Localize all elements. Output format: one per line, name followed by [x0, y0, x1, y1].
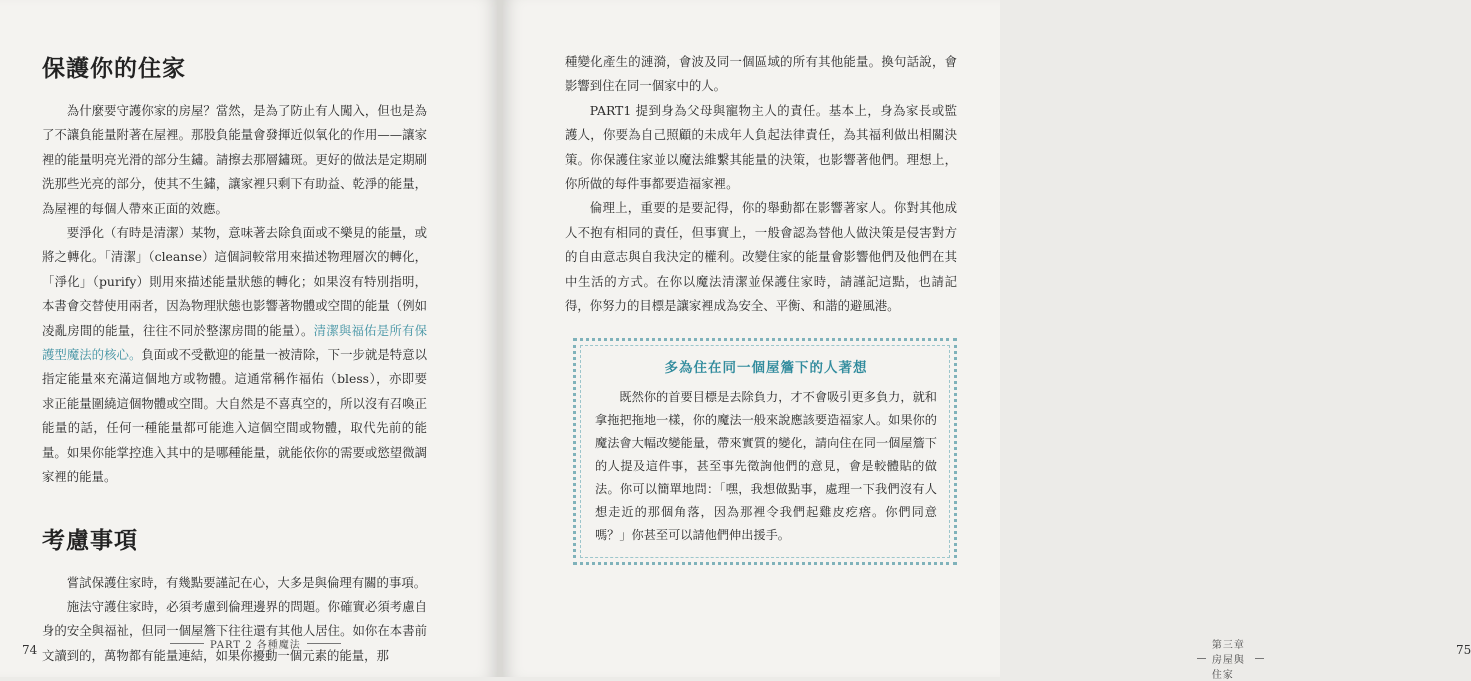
- paragraph-with-highlight: [42, 221, 427, 489]
- left-page-content: [42, 40, 427, 668]
- section-heading-considerations: 考慮事項: [42, 527, 138, 554]
- page-number: 74: [22, 643, 38, 657]
- paragraph: 為什麼要守護你家的房屋？當然，是為了防止有人闖入，但也是為了不讓負能量附著在屋裡。那股負能量會發揮近似氧化的作用——讓家裡的能量明亮光滑的部分生鏽。請擦去那層鏽斑。更好的做法是定期刷洗那些光亮的部分，使其不生鏽，讓家裡只剩下有助益、乾淨的能量，為屋裡的每個人帶來正面的效應。: [42, 103, 427, 216]
- running-footer-left: [170, 636, 341, 651]
- sidebar-box-inner: [580, 345, 950, 558]
- right-page: [503, 0, 1471, 681]
- paragraph-text: 要淨化（有時是清潔）某物，意味著去除負面或不樂見的能量，或將之轉化。「清潔」（cleanse）這個詞較常用來描述物理層次的轉化，「淨化」（purify）則用來描述能量狀態的轉化；如果沒有特別指明，本書會交替使用兩者，因為物理狀態也影響著物體或空間的能量（例如凌亂房間的能量，往往不同於整潔房間的能量）。: [42, 225, 427, 338]
- paragraph-text: 負面或不受歡迎的能量一被清除，下一步就是特意以指定能量來充滿這個地方或物體。這通常稱作福佑（bless），亦即要求正能量圍繞這個物體或空間。大自然是不喜真空的，所以沒有召喚正能量的話，任何一種能量都可能進入這個空間或物體，取代先前的能量。如果你能掌控進入其中的是哪種能量，就能依你的需要或慾望微調家裡的能量。: [42, 347, 428, 485]
- paragraph: 倫理上，重要的是要記得，你的舉動都在影響著家人。你對其他成人不抱有相同的責任，但事實上，一般會認為替他人做決策是侵害對方的自由意志與自我決定的權利。改變住家的能量會影響他們及他們在其中生活的方式。在你以魔法清潔並保護住家時，請謹記這點，也請記得，你努力的目標是讓家裡成為安全、平衡、和諧的避風港。: [565, 200, 957, 314]
- footer-rule: [1197, 658, 1206, 659]
- footer-rule: [1255, 658, 1264, 659]
- sidebar-box: [573, 338, 957, 565]
- footer-label: 第三章 房屋與住家: [1211, 640, 1245, 681]
- footer-rule: [307, 643, 341, 644]
- sidebar-box-text: 既然你的首要目標是去除負力，才不會吸引更多負力，就和拿拖把拖地一樣，你的魔法一般來說應該要造福家人。如果你的魔法會大幅改變能量，帶來實質的變化，請向住在同一個屋簷下的人提及這件事，甚至事先徵詢他們的意見，會是較體貼的做法。你可以簡單地問：「嘿，我想做點事，處理一下我們沒有人想走近的那個角落，因為那裡令我們起雞皮疙瘩。你們同意嗎？」你甚至可以請他們伸出援手。: [595, 390, 937, 543]
- sidebar-box-title: 多為住在同一個屋簷下的人著想: [664, 360, 868, 377]
- left-page: [0, 0, 497, 677]
- highlighted-text: 清潔與福佑是所有保護型魔法的核心。: [42, 322, 427, 363]
- right-page-content: [565, 50, 957, 565]
- paragraph: 種變化產生的漣漪，會波及同一個區域的所有其他能量。換句話說，會影響到住在同一個家中的人。: [565, 54, 957, 94]
- paragraph: 嘗試保護住家時，有幾點要謹記在心，大多是與倫理有關的事項。: [66, 574, 427, 590]
- footer-label: PART 2 各種魔法: [210, 640, 301, 651]
- page-number: 75: [1456, 643, 1471, 657]
- section-heading-protect-home: 保護你的住家: [42, 56, 186, 82]
- paragraph: PART1 提到身為父母與寵物主人的責任。基本上，身為家長或監護人，你要為自己照顧的未成年人負起法律責任，為其福利做出相關決策。你保護住家並以魔法維繫其能量的決策，也影響著他們。理想上，你所做的每件事都要造福家裡。: [565, 102, 957, 192]
- running-footer-right: [1197, 636, 1264, 681]
- footer-rule: [170, 643, 204, 644]
- paragraph: 施法守護住家時，必須考慮到倫理邊界的問題。你確實必須考慮自身的安全與福祉，但同一個屋簷下往往還有其他人居住。如你在本書前文讀到的，萬物都有能量連結，如果你擾動一個元素的能量，那: [42, 598, 427, 663]
